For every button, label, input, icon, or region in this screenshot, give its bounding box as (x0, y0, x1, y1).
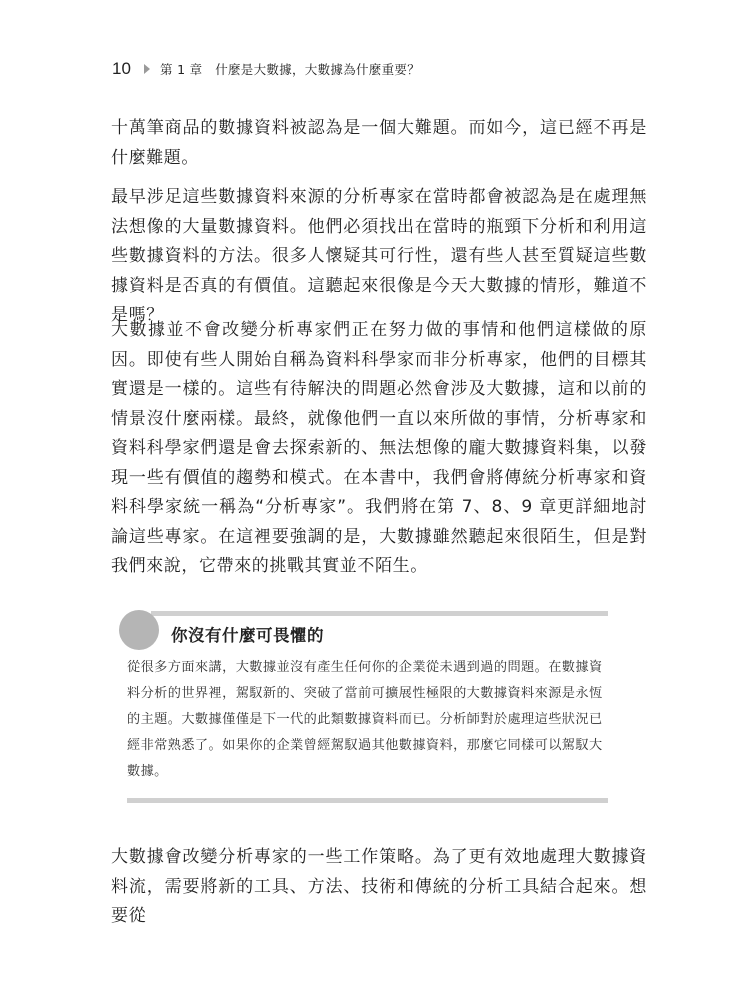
sidebar-title: 你沒有什麼可畏懼的 (171, 626, 324, 645)
sidebar-top-rule (151, 611, 608, 616)
sidebar-box (127, 608, 608, 804)
body-paragraph-4: 大數據會改變分析專家的一些工作策略。為了更有效地處理大數據資料流，需要將新的工具、方法、技術和傳統的分析工具結合起來。想要從 (111, 847, 647, 926)
body-paragraph-3: 大數據並不會改變分析專家們正在努力做的事情和他們這樣做的原因。即使有些人開始自稱為資料科學家而非分析專家，他們的目標其實還是一樣的。這些有待解決的問題必然會涉及大數據，這和以前的情景沒什麼兩樣。最終，就像他們一直以來所做的事情，分析專家和資料科學家們還是會去探索新的、無法想像的龐大數據資料集，以發現一些有價值的趨勢和模式。在本書中，我們會將傳統分析專家和資料科學家統一稱為“分析專家”。我們將在第 7、8、9 章更詳細地討論這些專家。在這裡要強調的是，大數據雖然聽起來很陌生，但是對我們來說，它帶來的挑戰其實並不陌生。 (111, 320, 647, 576)
sidebar-circle-icon (119, 610, 159, 650)
sidebar-body: 從很多方面來講，大數據並沒有產生任何你的企業從未遇到過的問題。在數據資料分析的世界裡，駕馭新的、突破了當前可擴展性極限的大數據資料來源是永恆的主題。大數據僅僅是下一代的此類數據資料而已。分析師對於處理這些狀況已經非常熟悉了。如果你的企業曾經駕馭過其他數據資料，那麼它同樣可以駕馭大數據。 (127, 660, 603, 779)
page-number: 10 (112, 59, 131, 78)
chapter-title: 第 1 章 什麼是大數據，大數據為什麼重要？ (160, 62, 421, 77)
body-paragraph-1: 十萬筆商品的數據資料被認為是一個大難題。而如今，這已經不再是什麼難題。 (111, 118, 647, 168)
body-paragraph-2: 最早涉足這些數據資料來源的分析專家在當時都會被認為是在處理無法想像的大量數據資料。他們必須找出在當時的瓶頸下分析和利用這些數據資料的方法。很多人懷疑其可行性，還有些人甚至質疑這些數據資料是否真的有價值。這聽起來很像是今天大數據的情形，難道不是嗎？ (111, 187, 647, 325)
triangle-arrow-icon (144, 64, 150, 74)
sidebar-bottom-rule (127, 798, 608, 803)
running-header (112, 57, 420, 81)
